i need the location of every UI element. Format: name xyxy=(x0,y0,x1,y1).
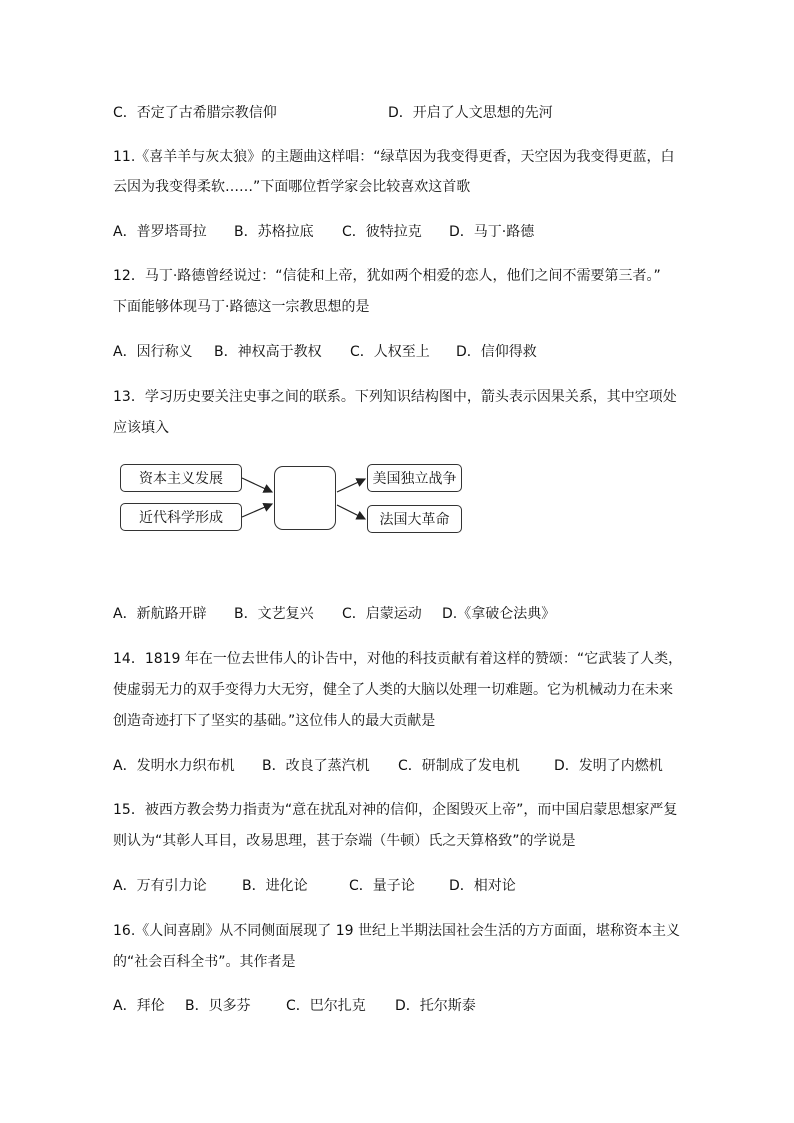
q10-option-c: C．否定了古希腊宗教信仰 xyxy=(113,105,277,121)
q16-stem-line2: 的“社会百科全书”。其作者是 xyxy=(113,954,296,970)
q12-stem-line1: 12．马丁·路德曾经说过：“信徒和上帝，犹如两个相爱的恋人，他们之间不需要第三者。” xyxy=(113,268,661,284)
q12-option-d: D．信仰得救 xyxy=(456,344,537,360)
diagram-effect-american-war: 美国独立战争 xyxy=(367,464,462,492)
q13-stem-line1: 13．学习历史要关注史事之间的联系。下列知识结构图中，箭头表示因果关系，其中空项处 xyxy=(113,389,677,405)
q16-stem-line1: 16.《人间喜剧》从不同侧面展现了 19 世纪上半期法国社会生活的方方面面，堪称资本主义 xyxy=(113,923,680,939)
q14-option-b: B．改良了蒸汽机 xyxy=(262,758,370,774)
q15-stem-line2: 则认为“其彰人耳目，改易思理，甚于奈端（牛顿）氏之天算格致”的学说是 xyxy=(113,833,576,849)
q16-option-a: A．拜伦 xyxy=(113,998,165,1014)
q13-stem-line2: 应该填入 xyxy=(113,420,169,436)
q11-option-d: D．马丁·路德 xyxy=(449,224,535,240)
diagram-cause-capitalism: 资本主义发展 xyxy=(120,464,242,492)
arrow-center-to-effect1 xyxy=(337,479,365,492)
q15-stem-line1: 15．被西方教会势力指责为“意在扰乱对神的信仰，企图毁灭上帝”，而中国启蒙思想家严复 xyxy=(113,802,678,818)
q15-option-a: A．万有引力论 xyxy=(113,878,207,894)
q16-option-c: C．巴尔扎克 xyxy=(286,998,366,1014)
q14-option-d: D．发明了内燃机 xyxy=(554,758,663,774)
q12-option-c: C．人权至上 xyxy=(350,344,430,360)
q12-stem-line2: 下面能够体现马丁·路德这一宗教思想的是 xyxy=(113,299,370,315)
arrow-cause2-to-center xyxy=(242,504,272,517)
q14-stem-line3: 创造奇迹打下了坚实的基础。”这位伟人的最大贡献是 xyxy=(113,713,436,729)
q14-stem-line1: 14．1819 年在一位去世伟人的讣告中，对他的科技贡献有着这样的赞颂：“它武装了人类， xyxy=(113,651,683,667)
q11-option-c: C．彼特拉克 xyxy=(342,224,422,240)
q16-option-d: D．托尔斯泰 xyxy=(395,998,476,1014)
q11-option-b: B．苏格拉底 xyxy=(234,224,314,240)
q10-option-d: D．开启了人文思想的先河 xyxy=(388,105,553,121)
q14-stem-line2: 使虚弱无力的双手变得力大无穷，健全了人类的大脑以处理一切难题。它为机械动力在未来 xyxy=(113,682,673,698)
q14-option-c: C．研制成了发电机 xyxy=(398,758,520,774)
q11-stem-line1: 11.《喜羊羊与灰太狼》的主题曲这样唱：“绿草因为我变得更香，天空因为我变得更蓝，白 xyxy=(113,149,675,165)
diagram-effect-french-revolution: 法国大革命 xyxy=(367,505,462,533)
arrow-center-to-effect2 xyxy=(337,505,365,519)
q13-option-c: C．启蒙运动 xyxy=(342,606,422,622)
q13-option-b: B．文艺复兴 xyxy=(234,606,314,622)
q12-option-a: A．因行称义 xyxy=(113,344,193,360)
q11-option-a: A．普罗塔哥拉 xyxy=(113,224,207,240)
diagram-cause-modern-science: 近代科学形成 xyxy=(120,503,242,531)
arrow-cause1-to-center xyxy=(242,478,272,492)
q11-stem-line2: 云因为我变得柔软……”下面哪位哲学家会比较喜欢这首歌 xyxy=(113,179,471,195)
q13-option-d: D.《拿破仑法典》 xyxy=(442,606,556,622)
q15-option-c: C．量子论 xyxy=(349,878,415,894)
q15-option-d: D．相对论 xyxy=(449,878,516,894)
q15-option-b: B．进化论 xyxy=(242,878,308,894)
q14-option-a: A．发明水力织布机 xyxy=(113,758,235,774)
q13-option-a: A．新航路开辟 xyxy=(113,606,207,622)
q16-option-b: B．贝多芬 xyxy=(185,998,251,1014)
q12-option-b: B．神权高于教权 xyxy=(214,344,322,360)
